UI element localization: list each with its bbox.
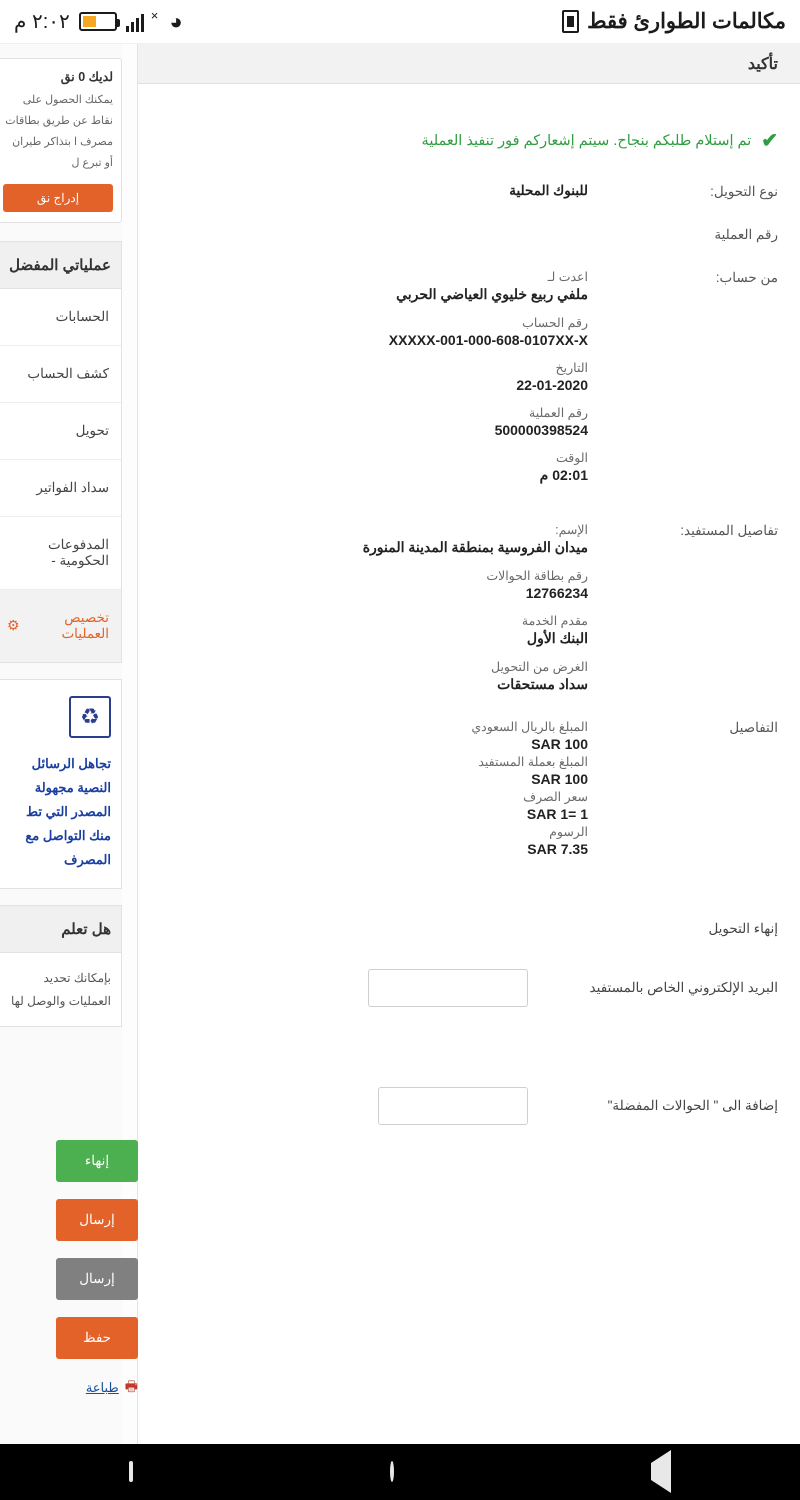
exchange-rate-value: SAR 1= 1 xyxy=(526,806,588,822)
beneficiary-name-value: ميدان الفروسية بمنطقة المدينة المنورة xyxy=(362,539,588,555)
row-operation-number-label xyxy=(160,220,778,249)
security-promo-card xyxy=(0,679,122,889)
from-account-label: من حساب: xyxy=(715,270,778,285)
back-triangle-icon[interactable] xyxy=(651,1463,671,1481)
details-label: التفاصيل xyxy=(729,720,778,735)
amount-beneficiary-label: المبلغ بعملة المستفيد xyxy=(478,755,588,769)
save-button[interactable]: حفظ xyxy=(56,1317,138,1359)
transfer-card-value: 12766234 xyxy=(525,585,588,601)
amount-sar-value: SAR 100 xyxy=(531,736,588,752)
details-grid xyxy=(138,153,800,863)
sidebar-item-customize-operations[interactable] xyxy=(0,590,121,662)
points-card-text: يمكنك الحصول على نقاط عن طريق بطاقات مصرف ا بتذاكر طيران أو تبرع ل xyxy=(5,94,113,169)
status-clock: ٢:٠٢ م xyxy=(14,11,70,33)
sidebar-menu xyxy=(0,288,122,663)
transfer-card-label: رقم بطاقة الحوالات xyxy=(486,569,588,583)
battery-icon xyxy=(79,12,117,31)
recents-square-icon[interactable] xyxy=(129,1463,133,1481)
amount-sar-label: المبلغ بالريال السعودي xyxy=(471,720,588,734)
from-account-name: ملفي ربيع خليوي العياضي الحربي xyxy=(396,286,588,302)
points-card xyxy=(0,58,122,223)
no-signal-icon: × xyxy=(150,8,159,23)
fees-value: SAR 7.35 xyxy=(527,841,588,857)
page-title: تأكيد xyxy=(747,55,778,73)
tip-card-title: هل تعلم xyxy=(0,905,122,952)
row-from-account xyxy=(160,263,778,490)
sidebar-item-statement[interactable]: كشف الحساب xyxy=(0,346,121,403)
transfer-type-value: للبنوك المحلية xyxy=(509,183,588,198)
from-account-prepared-label: اعدت لـ xyxy=(547,270,588,284)
favorites-name-field[interactable] xyxy=(378,1087,528,1125)
beneficiary-name-label: الإسم: xyxy=(555,523,588,537)
carrier-label: مكالمات الطوارئ فقط xyxy=(587,10,786,33)
op-number-value: 500000398524 xyxy=(494,422,588,438)
op-number-label: رقم العملية xyxy=(529,406,588,420)
check-icon: ✔ xyxy=(761,130,778,152)
finish-transfer-label: إنهاء التحويل xyxy=(708,920,778,936)
action-add-favorites xyxy=(160,1076,778,1135)
finish-button[interactable]: إنهاء xyxy=(56,1140,138,1182)
bank-badge-icon: ♻ xyxy=(69,696,111,738)
customize-operations-label: تخصيص العمليات xyxy=(61,609,109,641)
points-card-title: لديك 0 نق xyxy=(60,70,113,84)
action-email-beneficiary xyxy=(160,958,778,1017)
row-details xyxy=(160,713,778,863)
tip-card-text: بإمكانك تحديد العمليات والوصل لها xyxy=(0,952,122,1028)
carrier-area xyxy=(562,9,786,34)
date-label: التاريخ xyxy=(555,361,588,375)
confirmation-panel xyxy=(137,44,800,1444)
account-number-value: XXXXX-001-000-608-0107XX-X xyxy=(388,332,588,348)
row-beneficiary xyxy=(160,516,778,699)
fees-label: الرسوم xyxy=(549,825,588,839)
sidebar-item-transfer[interactable]: تحويل xyxy=(0,403,121,460)
gear-icon: ⚙ xyxy=(7,617,20,634)
purpose-label: الغرض من التحويل xyxy=(490,660,588,674)
sim-card-icon xyxy=(562,10,579,33)
status-indicators xyxy=(14,9,183,34)
success-message: تم إستلام طلبكم بنجاح. سيتم إشعاركم فور تنفيذ العملية xyxy=(421,132,752,149)
home-circle-icon[interactable] xyxy=(390,1463,394,1481)
panel-header xyxy=(138,44,800,84)
email-field[interactable] xyxy=(368,969,528,1007)
android-navigation-bar xyxy=(0,1444,800,1500)
row-transfer-type xyxy=(160,177,778,206)
purpose-value: سداد مستحقات xyxy=(497,676,588,692)
date-value: 22-01-2020 xyxy=(516,377,588,393)
actions-section xyxy=(138,863,800,1135)
time-label: الوقت xyxy=(556,451,588,465)
favorites-panel-title: عملياتي المفضل xyxy=(0,241,122,288)
wifi-icon: ◕ xyxy=(169,8,183,34)
sidebar-item-bill-payment[interactable]: سداد الفواتير xyxy=(0,460,121,517)
status-bar xyxy=(0,0,800,44)
service-provider-value: البنك الأول xyxy=(526,630,588,646)
print-label: طباعة xyxy=(85,1380,119,1395)
beneficiary-label: تفاصيل المستفيد: xyxy=(680,523,778,538)
exchange-rate-label: سعر الصرف xyxy=(523,790,588,804)
action-finish-transfer xyxy=(160,899,778,958)
operation-number-label: رقم العملية xyxy=(714,227,778,242)
sidebar-item-accounts[interactable]: الحسابات xyxy=(0,289,121,346)
signal-bars-icon xyxy=(126,12,144,32)
printer-icon: 🖶 xyxy=(124,1378,138,1394)
favorites-label: إضافة الى " الحوالات المفضلة" xyxy=(607,1097,778,1113)
transfer-type-label: نوع التحويل: xyxy=(710,184,778,199)
send-email-button[interactable]: إرسال xyxy=(56,1199,138,1241)
success-banner xyxy=(138,84,800,153)
action-sms-spacer xyxy=(160,1017,778,1076)
time-value: 02:01 م xyxy=(539,467,588,483)
points-card-button[interactable]: إدراج نق xyxy=(3,184,113,212)
account-number-label: رقم الحساب xyxy=(522,316,588,330)
service-provider-label: مقدم الخدمة xyxy=(521,614,588,628)
send-sms-button[interactable]: إرسال xyxy=(56,1258,138,1300)
print-link[interactable] xyxy=(28,1376,138,1400)
browser-viewport xyxy=(0,44,800,1444)
security-promo-text: تجاهل الرسائل النصية مجهولة المصدر التي تط منك التواصل مع المصرف xyxy=(25,755,111,867)
email-label: البريد الإلكتروني الخاص بالمستفيد xyxy=(589,979,778,995)
action-buttons-column xyxy=(28,1140,138,1400)
amount-beneficiary-value: SAR 100 xyxy=(531,771,588,787)
sidebar-item-government-payments[interactable]: المدفوعات الحكومية - xyxy=(0,517,121,590)
